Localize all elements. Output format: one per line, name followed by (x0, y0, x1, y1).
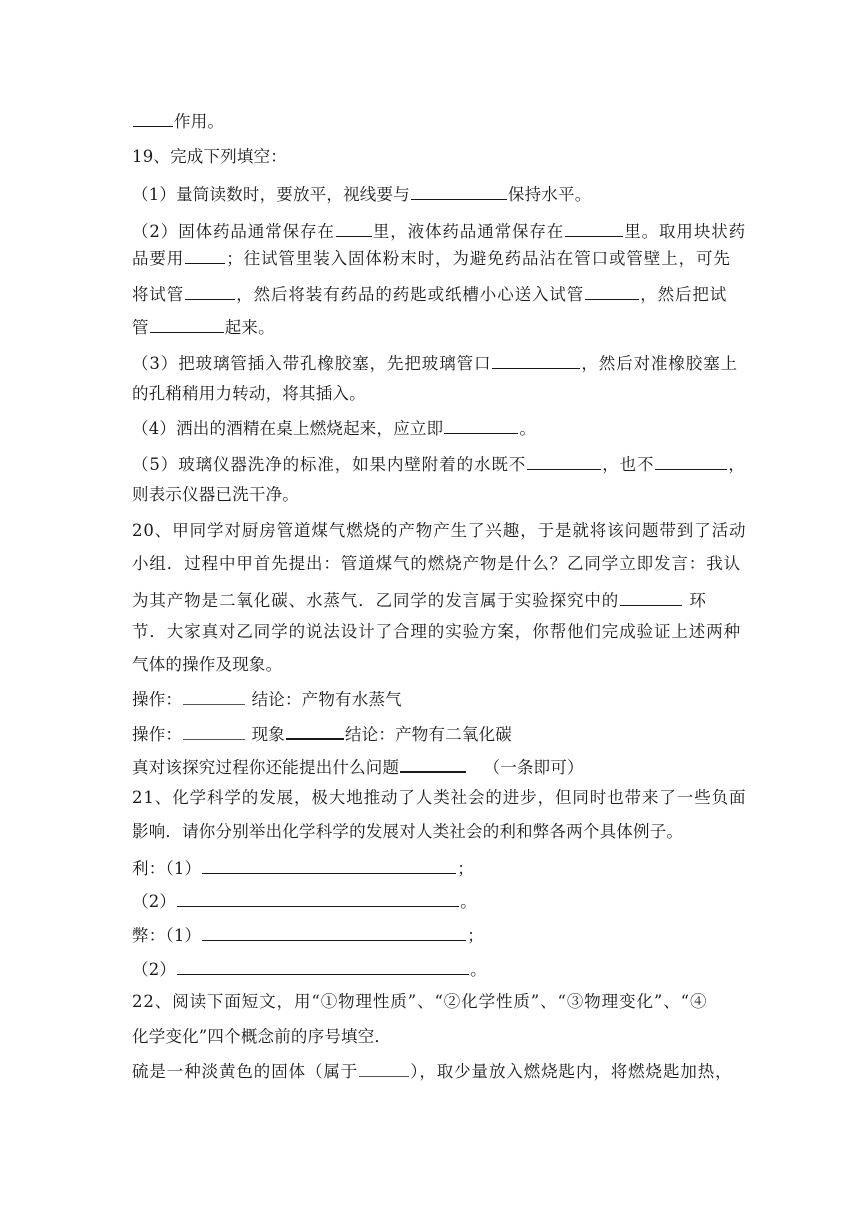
fill-blank[interactable] (286, 720, 344, 740)
fill-blank[interactable] (565, 218, 623, 237)
q21-harm-2: （2） 。 (132, 956, 487, 982)
q21-benefit-1: 利：（1） ； (132, 855, 474, 881)
fill-blank[interactable] (444, 415, 518, 434)
q20-question: 真对该探究过程你还能提出什么问题 （一条即可） (132, 753, 584, 780)
fill-blank[interactable] (411, 181, 507, 200)
fill-blank[interactable] (177, 956, 469, 975)
q19-item-2-line-1: （2）固体药品通常保存在 里，液体药品通常保存在 里。取用块状药 (132, 218, 746, 244)
fill-blank[interactable] (400, 753, 466, 773)
question-20-line-4: 节．大家真对乙同学的说法设计了合理的实验方案，你帮他们完成验证上述两种 (132, 622, 741, 641)
fill-blank[interactable] (620, 587, 682, 606)
q21-benefit-2: （2） 。 (132, 888, 477, 914)
question-21-line-2: 影响．请你分别举出化学科学的发展对人类社会的利和弊各两个具体例子。 (132, 822, 684, 841)
q19-item-2-line-2: 品要用 ；往试管里装入固体粉末时，为避免药品沾在管口或管壁上，可先 (132, 245, 731, 271)
line-01: 作用。 (132, 108, 224, 134)
question-20-line-3: 为其产物是二氧化碳、水蒸气．乙同学的发言属于实验探究中的 环 (132, 587, 707, 613)
fill-blank[interactable] (177, 888, 459, 907)
q19-item-3-line-2: 的孔稍稍用力转动，将其插入。 (132, 384, 366, 403)
q19-item-2-line-4: 管 起来。 (132, 314, 275, 340)
question-20-line-5: 气体的操作及现象。 (132, 655, 283, 674)
fill-blank[interactable] (336, 218, 372, 237)
q19-item-4: （4）洒出的酒精在桌上燃烧起来，应立即 。 (132, 415, 536, 441)
question-22-line-1: 22、阅读下面短文，用“①物理性质”、“②化学性质”、“③物理变化”、“④ (132, 992, 708, 1011)
q19-item-2-line-3: 将试管 ，然后将装有药品的药匙或纸槽小心送入试管 ，然后把试 (132, 281, 727, 307)
fill-blank[interactable] (185, 245, 225, 264)
fill-blank[interactable] (202, 855, 456, 874)
fill-blank[interactable] (655, 451, 727, 470)
fill-blank[interactable] (185, 281, 235, 300)
fill-blank[interactable] (585, 281, 639, 300)
fill-blank[interactable] (150, 314, 224, 333)
question-22-line-2: 化学变化”四个概念前的序号填空． (132, 1027, 392, 1046)
fill-blank[interactable] (492, 350, 580, 369)
question-20-line-2: 小组．过程中甲首先提出：管道煤气的燃烧产物是什么？乙同学立即发言：我认 (132, 554, 741, 573)
fill-blank[interactable] (527, 451, 601, 470)
fill-blank[interactable] (183, 686, 245, 705)
fill-blank[interactable] (183, 721, 245, 740)
question-19-title: 19、完成下列填空： (132, 147, 287, 166)
q20-operation-1: 操作： 结论：产物有水蒸气 (132, 686, 402, 712)
question-20-line-1: 20、甲同学对厨房管道煤气燃烧的产物产生了兴趣，于是就将该问题带到了活动 (132, 521, 747, 540)
q20-operation-2: 操作： 现象 结论：产物有二氧化碳 (132, 720, 512, 747)
fill-blank[interactable] (133, 108, 173, 127)
fill-blank[interactable] (202, 922, 466, 941)
question-21-line-1: 21、化学科学的发展，极大地推动了人类社会的进步，但同时也带来了一些负面 (132, 788, 747, 807)
fill-blank[interactable] (359, 1058, 409, 1077)
q19-item-1: （1）量筒读数时，要放平，视线要与 保持水平。 (132, 181, 591, 207)
q21-harm-1: 弊：（1） ； (132, 922, 484, 948)
question-22-line-3: 硫是一种淡黄色的固体（属于 ），取少量放入燃烧匙内，将燃烧匙加热， (132, 1058, 733, 1084)
q19-item-5-line-2: 则表示仪器已洗干净。 (132, 485, 299, 504)
q19-item-3-line-1: （3）把玻璃管插入带孔橡胶塞，先把玻璃管口 ，然后对准橡胶塞上 (132, 350, 738, 376)
q19-item-5-line-1: （5）玻璃仪器洗净的标准，如果内壁附着的水既不 ，也不 ， (132, 451, 746, 477)
